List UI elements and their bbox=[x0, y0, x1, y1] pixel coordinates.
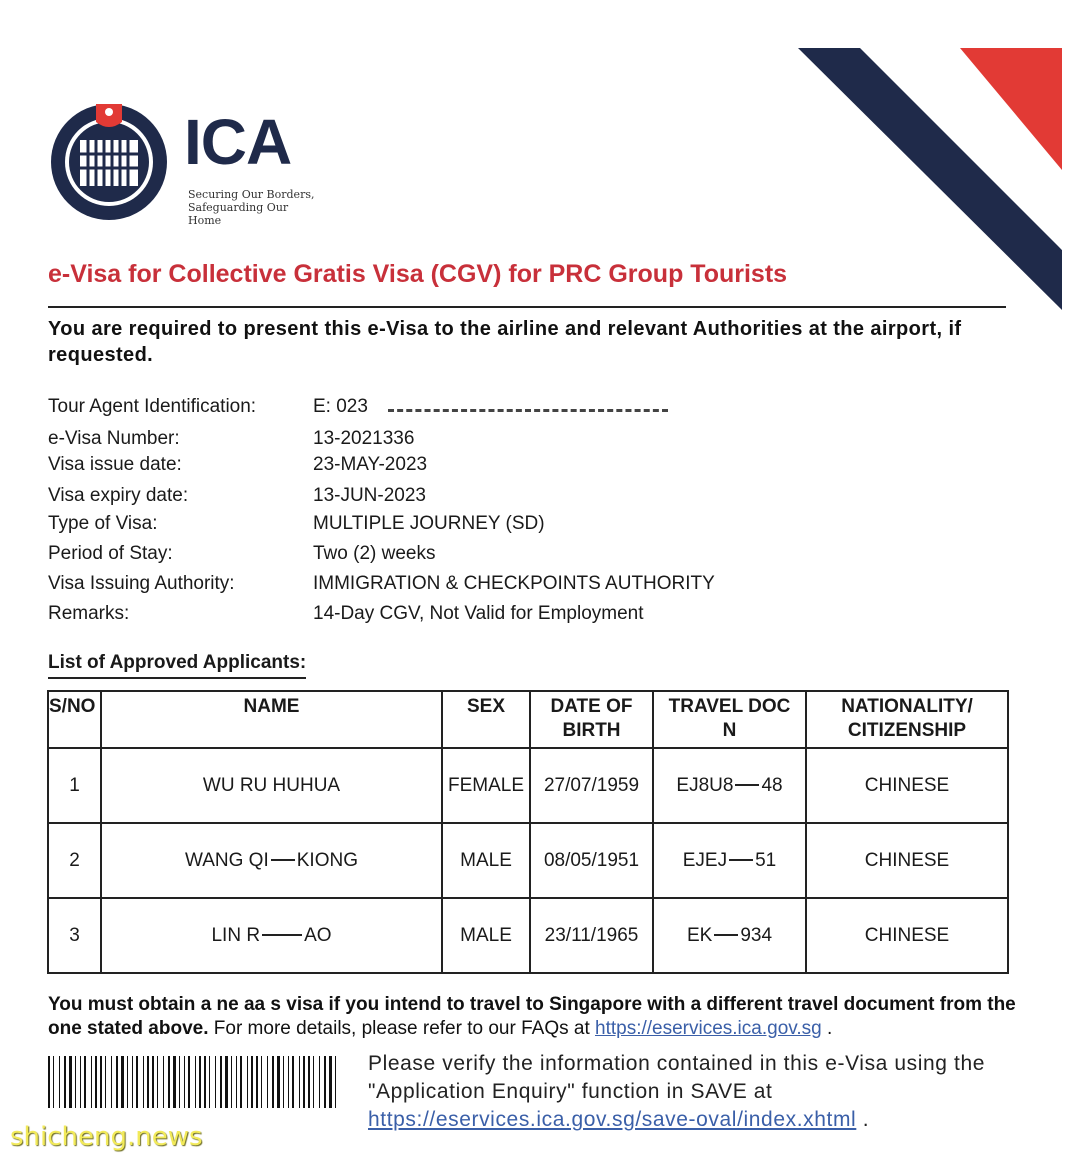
barcode-bar bbox=[283, 1056, 284, 1108]
redacted-mark bbox=[271, 859, 295, 861]
cell-dob: 27/07/1959 bbox=[530, 748, 653, 823]
barcode-bar bbox=[313, 1056, 314, 1108]
barcode-bar bbox=[69, 1056, 72, 1108]
footer-end: . bbox=[826, 1018, 833, 1039]
footer-more-text: For more details, please refer to our FAQs at bbox=[213, 1018, 590, 1039]
title-divider bbox=[48, 306, 1006, 308]
cell-name bbox=[101, 898, 442, 973]
verify-end: . bbox=[862, 1108, 870, 1131]
name-part-b: AO bbox=[304, 924, 332, 946]
barcode-bar bbox=[116, 1056, 118, 1108]
barcode-bar bbox=[303, 1056, 305, 1108]
ica-seal-icon bbox=[48, 96, 170, 226]
faq-link[interactable]: https://eservices.ica.gov.sg bbox=[595, 1018, 822, 1039]
barcode-bar bbox=[299, 1056, 300, 1108]
cell-name: WU RU HUHUA bbox=[101, 748, 442, 823]
footer-notice bbox=[48, 993, 1038, 1041]
barcode-bar bbox=[168, 1056, 170, 1108]
barcode-bar bbox=[53, 1056, 54, 1108]
barcode-bar bbox=[247, 1056, 248, 1108]
barcode-bar bbox=[163, 1056, 164, 1108]
table-header-row bbox=[48, 691, 1008, 748]
doc-part-b: 934 bbox=[740, 924, 773, 946]
detail-value: 13-2021336 bbox=[313, 428, 415, 449]
barcode-bar bbox=[240, 1056, 242, 1108]
cell-sex: MALE bbox=[442, 898, 530, 973]
barcode-bar bbox=[152, 1056, 154, 1108]
barcode-bar bbox=[277, 1056, 280, 1108]
detail-label: Tour Agent Identification: bbox=[48, 396, 257, 417]
barcode-bar bbox=[209, 1056, 210, 1108]
barcode-bar bbox=[100, 1056, 102, 1108]
doc-part-b: 48 bbox=[761, 774, 783, 796]
name-part-a: LIN R bbox=[211, 924, 261, 946]
barcode-bar bbox=[173, 1056, 176, 1108]
barcode-bar bbox=[59, 1056, 60, 1108]
barcode-bar bbox=[127, 1056, 128, 1108]
barcode-bar bbox=[132, 1056, 133, 1108]
redacted-mark bbox=[388, 401, 668, 412]
header-nat-line-2: CITIZENSHIP bbox=[847, 720, 967, 741]
barcode-bar bbox=[179, 1056, 180, 1108]
barcode-bar bbox=[272, 1056, 274, 1108]
detail-label: Visa issue date: bbox=[48, 454, 182, 475]
redacted-mark bbox=[262, 934, 302, 936]
logo-tagline bbox=[188, 188, 318, 227]
barcode-bar bbox=[64, 1056, 66, 1108]
doc-part-a: EK bbox=[686, 924, 713, 946]
ica-logo bbox=[48, 96, 318, 236]
cell-nationality: CHINESE bbox=[806, 898, 1008, 973]
footer-bold-text: You must obtain a ne aa s visa if you intend to travel to Singapore with a different travel document from the one stated above. bbox=[48, 994, 1016, 1039]
redacted-mark bbox=[729, 859, 753, 861]
barcode-bar bbox=[143, 1056, 144, 1108]
detail-label: Remarks: bbox=[48, 603, 130, 624]
header-name: NAME bbox=[101, 691, 442, 748]
barcode-bar bbox=[231, 1056, 232, 1108]
barcode-bar bbox=[267, 1056, 268, 1108]
barcode-bar bbox=[84, 1056, 86, 1108]
applicants-table bbox=[47, 690, 1009, 974]
barcode-bar bbox=[105, 1056, 106, 1108]
header-nationality bbox=[806, 691, 1008, 748]
cell-sex: FEMALE bbox=[442, 748, 530, 823]
barcode-bar bbox=[80, 1056, 81, 1108]
header-sex: SEX bbox=[442, 691, 530, 748]
cell-sno: 1 bbox=[48, 748, 101, 823]
table-row bbox=[48, 898, 1008, 973]
detail-label: Visa expiry date: bbox=[48, 485, 189, 506]
cell-dob: 08/05/1951 bbox=[530, 823, 653, 898]
detail-label: Period of Stay: bbox=[48, 543, 173, 564]
cell-dob: 23/11/1965 bbox=[530, 898, 653, 973]
barcode-bar bbox=[195, 1056, 196, 1108]
barcode-bar bbox=[136, 1056, 138, 1108]
detail-value: IMMIGRATION & CHECKPOINTS AUTHORITY bbox=[313, 573, 715, 594]
barcode-bar bbox=[324, 1056, 326, 1108]
barcode-bar bbox=[292, 1056, 294, 1108]
cell-sno: 3 bbox=[48, 898, 101, 973]
barcode-bar bbox=[225, 1056, 228, 1108]
header-sno: S/NO bbox=[48, 691, 101, 748]
doc-part-a: EJ8U8 bbox=[676, 774, 734, 796]
barcode-bar bbox=[335, 1056, 336, 1108]
tour-agent-value: E: 023 bbox=[313, 396, 368, 417]
barcode-bar bbox=[184, 1056, 185, 1108]
detail-value: 13-JUN-2023 bbox=[313, 485, 426, 506]
doc-part-a: EJEJ bbox=[682, 849, 728, 871]
header-dob-line-1: DATE OF bbox=[550, 696, 633, 717]
doc-part-b: 51 bbox=[755, 849, 777, 871]
barcode-bar bbox=[95, 1056, 97, 1108]
barcode-bar bbox=[204, 1056, 206, 1108]
applicants-heading: List of Approved Applicants: bbox=[48, 652, 306, 679]
barcode-bar bbox=[121, 1056, 124, 1108]
ica-wordmark: ICA bbox=[184, 106, 292, 178]
barcode-bar bbox=[75, 1056, 76, 1108]
barcode-bar bbox=[188, 1056, 190, 1108]
cell-name bbox=[101, 823, 442, 898]
watermark: shicheng.news bbox=[10, 1122, 203, 1152]
redacted-mark bbox=[735, 784, 759, 786]
cell-nationality: CHINESE bbox=[806, 823, 1008, 898]
header-doc-line-2: N bbox=[722, 720, 737, 741]
tagline-line-1: Securing Our Borders, bbox=[188, 188, 315, 201]
cell-doc bbox=[653, 898, 806, 973]
document-title: e-Visa for Collective Gratis Visa (CGV) for PRC Group Tourists bbox=[48, 260, 788, 288]
detail-value: 14-Day CGV, Not Valid for Employment bbox=[313, 603, 644, 624]
table-row bbox=[48, 748, 1008, 823]
detail-value: 23-MAY-2023 bbox=[313, 454, 428, 475]
header-travel-doc bbox=[653, 691, 806, 748]
barcode-bar bbox=[91, 1056, 92, 1108]
barcode-bar bbox=[111, 1056, 112, 1108]
cell-sex: MALE bbox=[442, 823, 530, 898]
verify-text: Please verify the information contained in this e-Visa using the "Application Enquiry" function in SAVE at bbox=[368, 1052, 986, 1103]
table-row bbox=[48, 823, 1008, 898]
barcode-bar bbox=[199, 1056, 201, 1108]
barcode-bar bbox=[157, 1056, 158, 1108]
barcode-bar bbox=[147, 1056, 149, 1108]
barcode-bar bbox=[215, 1056, 216, 1108]
corner-stripes-decoration bbox=[790, 40, 1080, 320]
notice-text: You are required to present this e-Visa to the airline and relevant Authorities at the airport, if requested. bbox=[48, 318, 962, 366]
tagline-line-2: Safeguarding Our Home bbox=[188, 201, 289, 227]
detail-label: e-Visa Number: bbox=[48, 428, 180, 449]
redacted-mark bbox=[714, 934, 738, 936]
barcode-bar bbox=[288, 1056, 289, 1108]
detail-value: MULTIPLE JOURNEY (SD) bbox=[313, 513, 545, 534]
header-dob bbox=[530, 691, 653, 748]
detail-value bbox=[313, 396, 668, 418]
barcode-bar bbox=[256, 1056, 258, 1108]
name-part-b: KIONG bbox=[296, 849, 358, 871]
cell-doc bbox=[653, 748, 806, 823]
barcode-bar bbox=[251, 1056, 253, 1108]
barcode-bar bbox=[329, 1056, 332, 1108]
barcode-bar bbox=[308, 1056, 310, 1108]
barcode-bar bbox=[220, 1056, 222, 1108]
verify-instructions bbox=[368, 1050, 1048, 1134]
name-part-a: WANG QI bbox=[185, 849, 269, 871]
save-link[interactable]: https://eservices.ica.gov.sg/save-oval/index.xhtml bbox=[368, 1108, 857, 1131]
cell-sno: 2 bbox=[48, 823, 101, 898]
header-nat-line-1: NATIONALITY/ bbox=[841, 696, 973, 717]
header-dob-line-2: BIRTH bbox=[562, 720, 621, 741]
cell-nationality: CHINESE bbox=[806, 748, 1008, 823]
detail-label: Type of Visa: bbox=[48, 513, 158, 534]
barcode-bar bbox=[261, 1056, 262, 1108]
barcode-image bbox=[48, 1056, 340, 1108]
detail-value: Two (2) weeks bbox=[313, 543, 436, 564]
barcode-bar bbox=[48, 1056, 50, 1108]
detail-label: Visa Issuing Authority: bbox=[48, 573, 235, 594]
cell-doc bbox=[653, 823, 806, 898]
header-doc-line-1: TRAVEL DOC bbox=[668, 696, 791, 717]
barcode-bar bbox=[319, 1056, 320, 1108]
barcode-bar bbox=[236, 1056, 237, 1108]
